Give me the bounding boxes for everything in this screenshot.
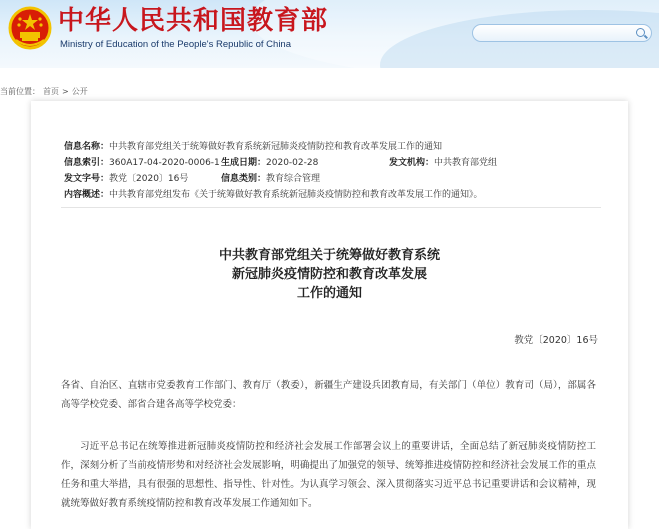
breadcrumb: [0, 84, 91, 100]
document-title-line-1: 中共教育部党组关于统筹做好教育系统: [218, 248, 440, 263]
info-category-value: 教育综合管理: [266, 174, 321, 184]
document-paragraph-1: 习近平总书记在统筹推进新冠肺炎疫情防控和经济社会发展工作部署会议上的重要讲话，全面总结了新冠肺炎疫情防控工作，深刻分析了当前疫情形势和对经济社会发展影响，明确提出了加强党的领导、统筹推进疫情防控和经济社会发展工作的重点任务和重大举措，具有很强的思想性、指导性、针对性。为认真学习领会、深入贯彻落实习近平总书记重要讲话和会议精神，现就统筹做好教育系统疫情防控和教育改革发展工作通知如下。: [61, 441, 596, 509]
site-subtitle: Ministry of Education of the People's Republic of China: [60, 39, 291, 50]
info-name-label: 信息名称：: [64, 142, 110, 152]
info-date-value: 2020-02-28: [266, 158, 319, 168]
info-name-row: [64, 140, 442, 154]
document-panel: [31, 101, 628, 529]
search-icon[interactable]: [636, 28, 645, 37]
info-docno-row: [64, 172, 188, 186]
breadcrumb-home-link[interactable]: 首页: [43, 87, 59, 96]
search-input[interactable]: [472, 24, 652, 42]
info-org-value: 中共教育部党组: [434, 158, 498, 168]
info-docno-label: 发文字号：: [64, 174, 110, 184]
site-header: [0, 0, 659, 68]
breadcrumb-current[interactable]: 公开: [71, 87, 88, 96]
document-title-line-2: 新冠肺炎疫情防控和教育改革发展: [231, 267, 427, 282]
document-number: 教党〔2020〕16号: [514, 335, 598, 346]
info-summary-label: 内容概述：: [64, 190, 110, 200]
info-date-row: [221, 156, 318, 170]
info-org-label: 发文机构：: [389, 158, 435, 168]
info-summary-value: 中共教育部党组发布《关于统筹做好教育系统新冠肺炎疫情防控和教育改革发展工作的通知》。: [109, 190, 483, 200]
info-org-row: [389, 156, 497, 170]
info-category-label: 信息类别：: [221, 174, 267, 184]
info-name-value: 中共教育部党组关于统筹做好教育系统新冠肺炎疫情防控和教育改革发展工作的通知: [109, 142, 443, 152]
site-title: 中华人民共和国教育部: [58, 6, 329, 36]
breadcrumb-separator: >: [62, 87, 69, 96]
info-divider: [61, 207, 601, 208]
info-docno-value: 教党〔2020〕16号: [109, 174, 189, 184]
info-index-row: [64, 156, 220, 170]
document-title-line-3: 工作的通知: [296, 286, 362, 301]
info-date-label: 生成日期：: [221, 158, 267, 168]
breadcrumb-prefix: 当前位置：: [0, 87, 40, 96]
info-category-row: [221, 172, 320, 186]
info-index-value: 360A17-04-2020-0006-1: [109, 158, 220, 168]
document-addressees: 各省、自治区、直辖市党委教育工作部门、教育厅（教委），新疆生产建设兵团教育局，有关部门（单位）教育司（局），部属各高等学校党委、部省合建各高等学校党委：: [61, 380, 596, 410]
info-summary-row: [64, 188, 483, 202]
info-index-label: 信息索引：: [64, 158, 110, 168]
national-emblem-icon: [8, 6, 52, 50]
